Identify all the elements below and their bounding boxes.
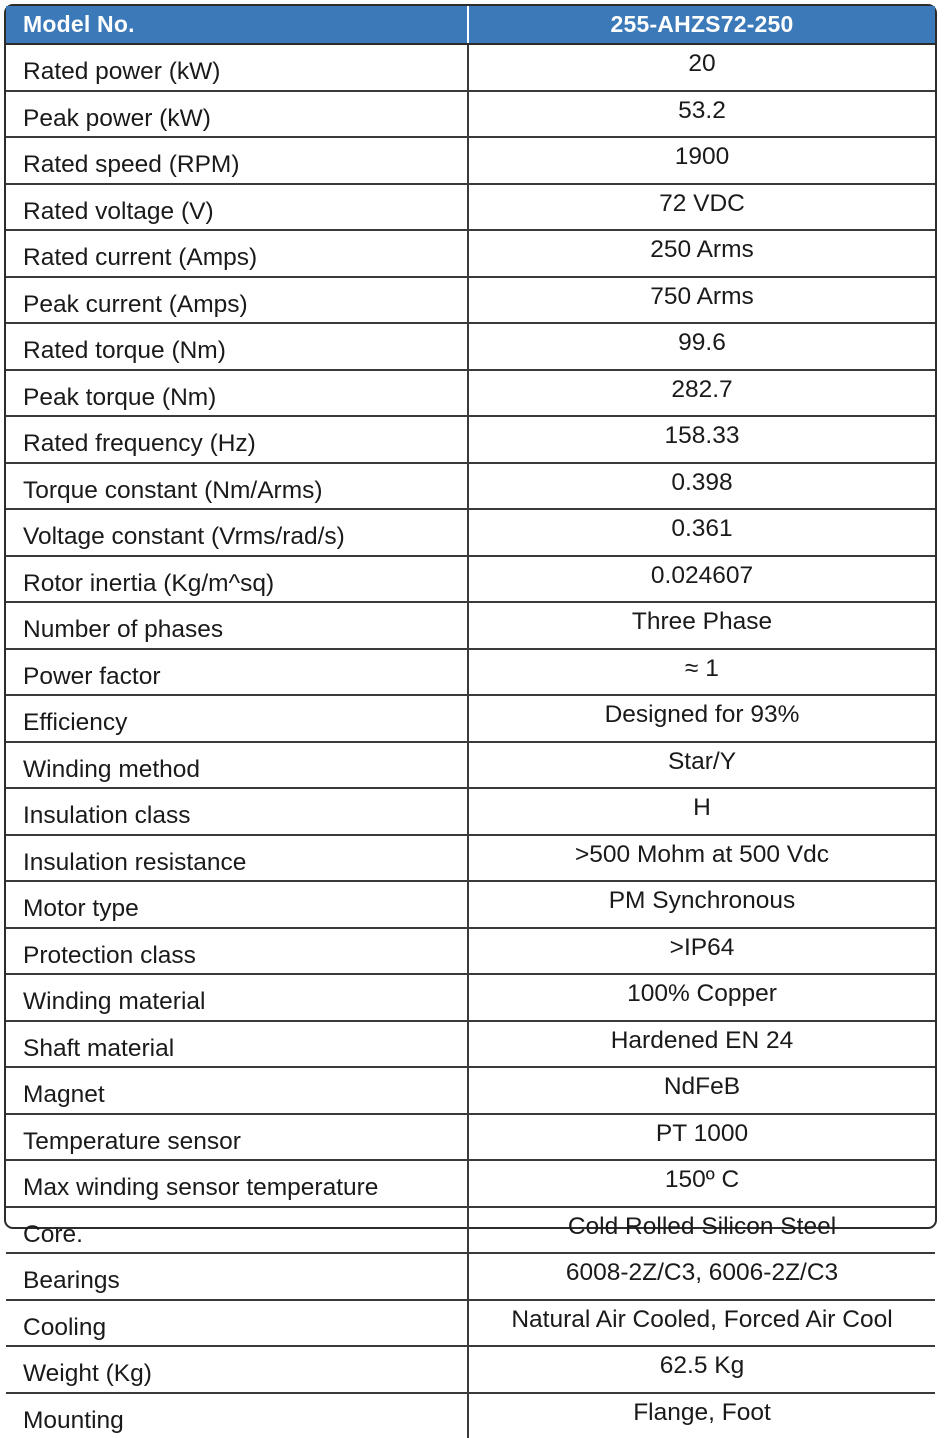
spec-label: Power factor <box>6 649 468 696</box>
spec-value: NdFeB <box>468 1067 935 1114</box>
header-model-value: 255-AHZS72-250 <box>468 6 935 44</box>
table-row <box>6 602 935 649</box>
spec-value: 53.2 <box>468 91 935 138</box>
spec-value: ≈ 1 <box>468 649 935 696</box>
spec-label: Number of phases <box>6 602 468 649</box>
spec-label: Winding method <box>6 742 468 789</box>
table-row <box>6 416 935 463</box>
spec-value: 99.6 <box>468 323 935 370</box>
spec-value: Cold Rolled Silicon Steel <box>468 1207 935 1254</box>
table-row <box>6 1300 935 1347</box>
table-row <box>6 1021 935 1068</box>
spec-label: Rated torque (Nm) <box>6 323 468 370</box>
spec-label: Voltage constant (Vrms/rad/s) <box>6 509 468 556</box>
table-row <box>6 509 935 556</box>
spec-value: 282.7 <box>468 370 935 417</box>
spec-label: Winding material <box>6 974 468 1021</box>
table-row <box>6 463 935 510</box>
spec-value: 750 Arms <box>468 277 935 324</box>
spec-value: 62.5 Kg <box>468 1346 935 1393</box>
spec-label: Max winding sensor temperature <box>6 1160 468 1207</box>
spec-label: Temperature sensor <box>6 1114 468 1161</box>
table-row <box>6 974 935 1021</box>
spec-label: Rated voltage (V) <box>6 184 468 231</box>
table-row <box>6 695 935 742</box>
spec-table-card <box>4 4 937 1229</box>
spec-value: Hardened EN 24 <box>468 1021 935 1068</box>
spec-value: Designed for 93% <box>468 695 935 742</box>
spec-value: 20 <box>468 44 935 91</box>
spec-label: Insulation resistance <box>6 835 468 882</box>
spec-label: Weight (Kg) <box>6 1346 468 1393</box>
spec-value: 0.024607 <box>468 556 935 603</box>
spec-label: Bearings <box>6 1253 468 1300</box>
spec-table <box>6 6 935 1438</box>
spec-label: Shaft material <box>6 1021 468 1068</box>
spec-value: Natural Air Cooled, Forced Air Cool <box>468 1300 935 1347</box>
spec-value: PM Synchronous <box>468 881 935 928</box>
spec-value: 250 Arms <box>468 230 935 277</box>
table-row <box>6 788 935 835</box>
table-row <box>6 928 935 975</box>
spec-value: Three Phase <box>468 602 935 649</box>
spec-value: Star/Y <box>468 742 935 789</box>
spec-label: Peak torque (Nm) <box>6 370 468 417</box>
spec-value: 1900 <box>468 137 935 184</box>
table-body <box>6 44 935 1438</box>
spec-label: Magnet <box>6 1067 468 1114</box>
table-row <box>6 742 935 789</box>
table-row <box>6 649 935 696</box>
spec-value: >500 Mohm at 500 Vdc <box>468 835 935 882</box>
spec-value: 0.398 <box>468 463 935 510</box>
table-row <box>6 91 935 138</box>
table-row <box>6 1114 935 1161</box>
table-header-row <box>6 6 935 44</box>
table-row <box>6 370 935 417</box>
spec-label: Protection class <box>6 928 468 975</box>
spec-label: Rotor inertia (Kg/m^sq) <box>6 556 468 603</box>
spec-value: 6008-2Z/C3, 6006-2Z/C3 <box>468 1253 935 1300</box>
spec-label: Peak current (Amps) <box>6 277 468 324</box>
table-row <box>6 1393 935 1438</box>
spec-label: Motor type <box>6 881 468 928</box>
spec-label: Core. <box>6 1207 468 1254</box>
table-row <box>6 881 935 928</box>
spec-label: Rated frequency (Hz) <box>6 416 468 463</box>
spec-label: Efficiency <box>6 695 468 742</box>
table-row <box>6 44 935 91</box>
spec-value: 0.361 <box>468 509 935 556</box>
table-row <box>6 1253 935 1300</box>
spec-label: Cooling <box>6 1300 468 1347</box>
spec-value: Flange, Foot <box>468 1393 935 1438</box>
spec-value: 100% Copper <box>468 974 935 1021</box>
table-row <box>6 835 935 882</box>
spec-label: Rated current (Amps) <box>6 230 468 277</box>
table-row <box>6 184 935 231</box>
spec-value: H <box>468 788 935 835</box>
spec-value: PT 1000 <box>468 1114 935 1161</box>
spec-label: Rated power (kW) <box>6 44 468 91</box>
table-row <box>6 277 935 324</box>
table-row <box>6 556 935 603</box>
table-row <box>6 230 935 277</box>
table-row <box>6 137 935 184</box>
header-model-label: Model No. <box>6 6 468 44</box>
table-row <box>6 1160 935 1207</box>
spec-value: 158.33 <box>468 416 935 463</box>
table-row <box>6 1207 935 1254</box>
spec-label: Peak power (kW) <box>6 91 468 138</box>
spec-value: 72 VDC <box>468 184 935 231</box>
table-row <box>6 1067 935 1114</box>
spec-value: >IP64 <box>468 928 935 975</box>
spec-label: Torque constant (Nm/Arms) <box>6 463 468 510</box>
spec-label: Insulation class <box>6 788 468 835</box>
spec-label: Mounting <box>6 1393 468 1438</box>
spec-label: Rated speed (RPM) <box>6 137 468 184</box>
table-row <box>6 1346 935 1393</box>
spec-value: 150º C <box>468 1160 935 1207</box>
table-row <box>6 323 935 370</box>
